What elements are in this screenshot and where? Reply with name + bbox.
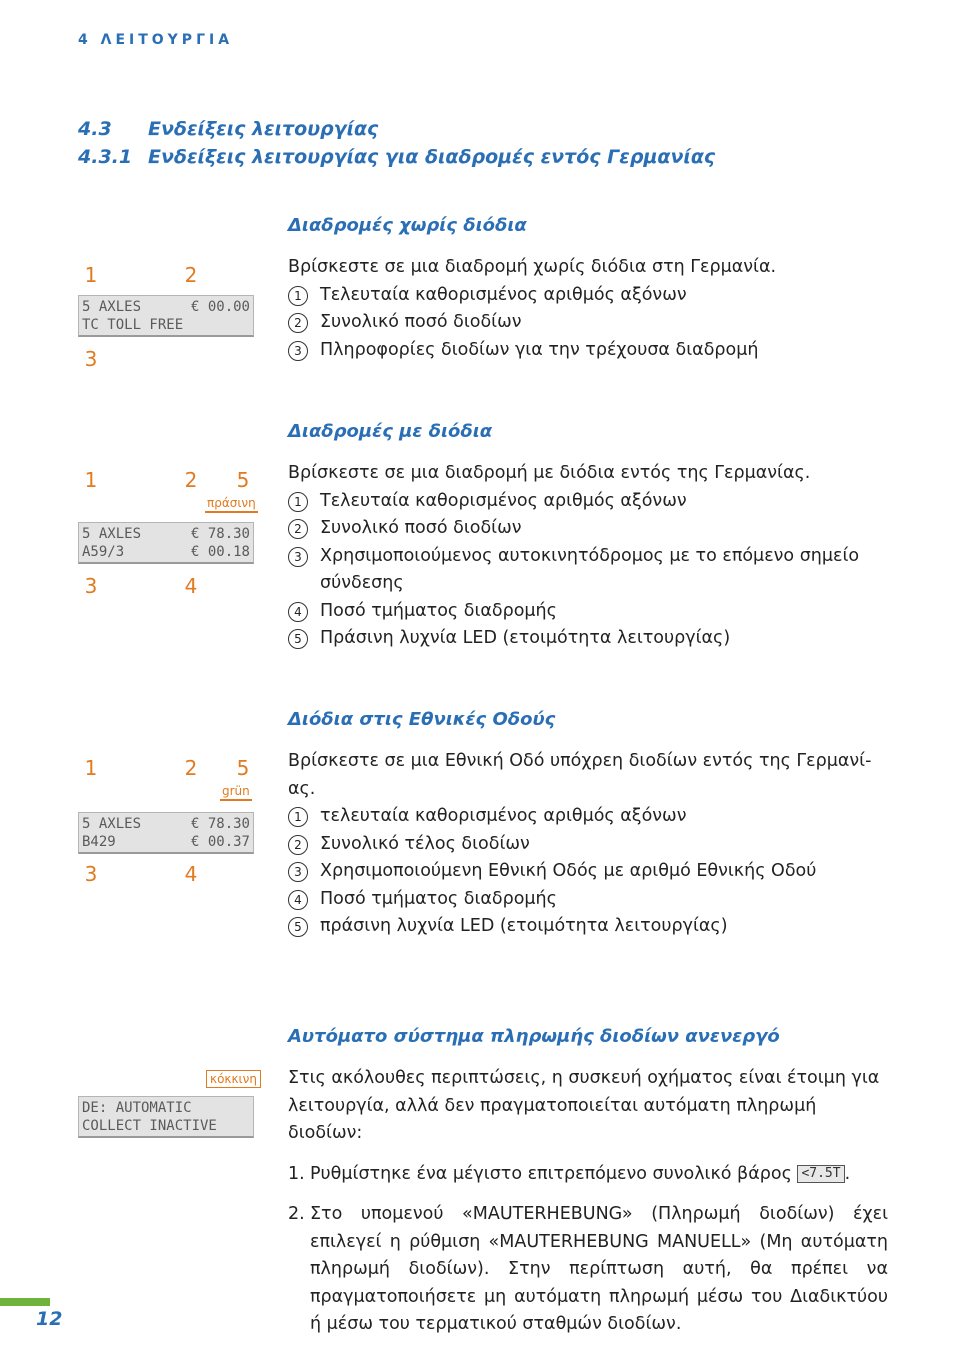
list-item: 2 Συνολικό τέλος διοδίων [288, 831, 888, 859]
list-item: 1 Τελευταία καθορισμένος αριθμός αξόνων [288, 488, 888, 516]
lcd-section-amount: € 00.37 [190, 834, 250, 850]
subsection-title: Ενδείξεις λειτουργίας για διαδρομές εντός Γερμανίας [148, 146, 716, 168]
block3-text [288, 748, 888, 941]
lcd-display-toll-route [78, 522, 254, 564]
list-item: 2 Συνολικό ποσό διοδίων [288, 515, 888, 543]
marker-5: 5 [236, 756, 250, 780]
marker-2: 2 [184, 468, 198, 492]
list-item: 1 Τελευταία καθορισμένος αριθμός αξόνων [288, 282, 888, 310]
page-color-bar [0, 1298, 50, 1306]
block3-intro-line1: Βρίσκεστε σε μια Εθνική Οδό υπόχρεη διοδίων εντός της Γερμανί- [288, 751, 872, 771]
lcd-total-amount: € 00.00 [190, 299, 250, 315]
lcd-display-collect-inactive [78, 1096, 254, 1138]
marker-5: 5 [236, 468, 250, 492]
lcd-display-toll-free [78, 295, 254, 337]
lcd-axles: 5 AXLES [82, 526, 142, 542]
list-item: 2 Συνολικό ποσό διοδίων [288, 309, 888, 337]
list-item: 4 Ποσό τμήματος διαδρομής [288, 598, 888, 626]
marker-4: 4 [184, 862, 198, 886]
marker-2: 2 [184, 756, 198, 780]
block1-intro: Βρίσκεστε σε μια διαδρομή χωρίς διόδια στη Γερμανία. [288, 257, 777, 277]
subsection-heading [0, 146, 960, 172]
chapter-header: 4 ΛΕΙΤΟΥΡΓΙΑ [78, 32, 234, 48]
marker-3: 3 [84, 574, 98, 598]
marker-2: 2 [184, 263, 198, 287]
list-item: 3 Χρησιμοποιούμενη Εθνική Οδός με αριθμό Εθνικής Οδού [288, 858, 888, 886]
block4-title: Αυτόματο σύστημα πληρωμής διοδίων ανενεργό [288, 1026, 780, 1047]
marker-1: 1 [84, 263, 98, 287]
block4-intro: Στις ακόλουθες περιπτώσεις, η συσκευή οχήματος είναι έτοιμη για λειτουργία, αλλά δεν πραγματοποιείται αυτόματη πληρωμή διοδίων: [288, 1068, 880, 1143]
list-item: 3 Πληροφορίες διοδίων για την τρέχουσα διαδρομή [288, 337, 888, 365]
block4-text [288, 1065, 888, 1339]
block1-text [288, 254, 888, 364]
list-item: 1. Ρυθμίστηκε ένα μέγιστο επιτρεπόμενο συνολικό βάρος <7.5T . [288, 1163, 851, 1184]
section-title: Ενδείξεις λειτουργίας [148, 118, 379, 140]
lcd-section-amount: € 00.18 [190, 544, 250, 560]
list-item: 2. Στο υπομενού «MAUTERHEBUNG» (Πληρωμή διοδίων) έχει επιλεγεί η ρύθμιση «MAUTERHEBUNG MANUELL» (Μη αυτόματη πληρωμή διοδίων). Στην περίπτωση αυτή, θα πρέπει να πραγματοποιήσετε μη αυτόματη πληρωμή μέσω του Διαδικτύου ή μέσω του τερματικού σταθμών διοδίων. [288, 1204, 888, 1334]
block3-intro-line2: ας. [288, 778, 316, 799]
lcd-line-2: COLLECT INACTIVE [82, 1118, 217, 1134]
list-item: 5 Πράσινη λυχνία LED (ετοιμότητα λειτουργίας) [288, 625, 888, 653]
marker-3: 3 [84, 347, 98, 371]
block3-title: Διόδια στις Εθνικές Οδούς [288, 709, 556, 730]
subsection-number: 4.3.1 [78, 146, 133, 168]
block2-intro: Βρίσκεστε σε μια διαδρομή με διόδια εντός της Γερμανίας. [288, 463, 811, 483]
list-item: 4 Ποσό τμήματος διαδρομής [288, 886, 888, 914]
led-red-label: κόκκινη [206, 1070, 261, 1088]
lcd-motorway: A59/3 [82, 544, 125, 560]
page-number: 12 [36, 1308, 63, 1330]
lcd-total-amount: € 78.30 [190, 816, 250, 832]
section-number: 4.3 [78, 118, 112, 140]
list-item: 3 Χρησιμοποιούμενος αυτοκινητόδρομος με το επόμενο σημείο σύνδεσης [288, 543, 888, 598]
lcd-federal-road: B429 [82, 834, 116, 850]
block1-title: Διαδρομές χωρίς διόδια [288, 215, 527, 236]
weight-lcd: <7.5T [797, 1165, 844, 1183]
lcd-route-info: TC TOLL FREE [82, 317, 184, 333]
lcd-axles: 5 AXLES [82, 299, 142, 315]
lcd-display-federal-road [78, 812, 254, 854]
led-green-label: grün [220, 784, 252, 801]
marker-3: 3 [84, 862, 98, 886]
lcd-axles: 5 AXLES [82, 816, 142, 832]
marker-1: 1 [84, 756, 98, 780]
block2-title: Διαδρομές με διόδια [288, 421, 493, 442]
list-item: 5 πράσινη λυχνία LED (ετοιμότητα λειτουργίας) [288, 913, 888, 941]
lcd-total-amount: € 78.30 [190, 526, 250, 542]
section-heading [0, 118, 960, 144]
list-item: 1 τελευταία καθορισμένος αριθμός αξόνων [288, 803, 888, 831]
led-green-label: πράσινη [205, 496, 258, 513]
marker-1: 1 [84, 468, 98, 492]
marker-4: 4 [184, 574, 198, 598]
lcd-line-1: DE: AUTOMATIC [82, 1100, 192, 1116]
block2-text [288, 460, 888, 653]
